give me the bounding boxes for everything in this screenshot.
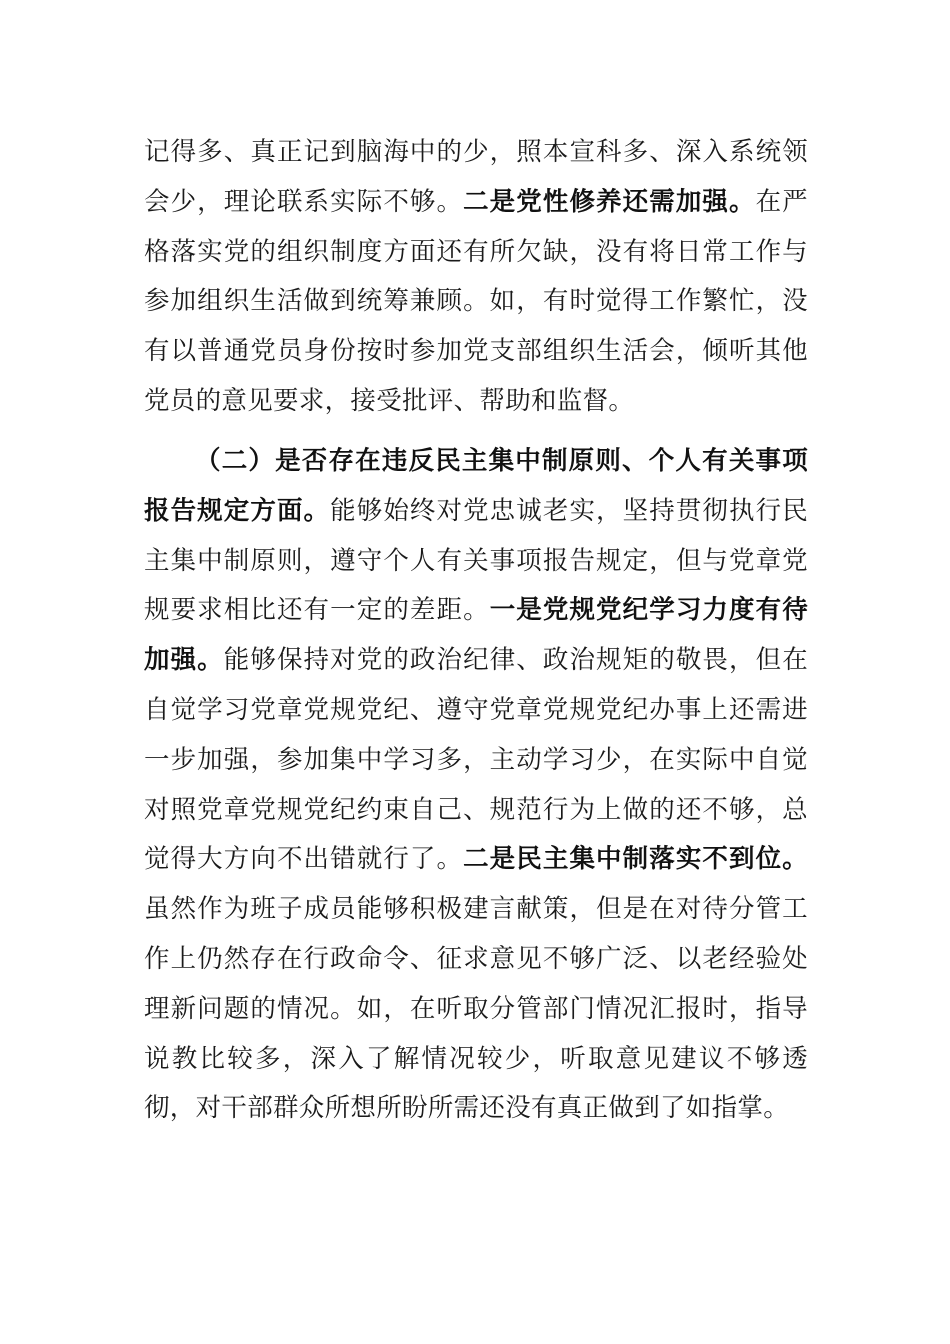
paragraph-1-text-continued: 在严格落实党的组织制度方面还有所欠缺，没有将日常工作与参加组织生活做到统筹兼顾。如，有时觉得工作繁忙，没有以普通党员身份按时参加党支部组织生活会，倾听其他党员的意见要求，接受批评、帮助和监督。 (144, 186, 808, 416)
paragraph-2-heading-point-one: 一是党规党纪学习力度有待加强。 (144, 595, 808, 676)
paragraph-2 (144, 437, 808, 1134)
paragraph-1-heading-point-two: 二是党性修养还需加强。 (463, 186, 756, 217)
paragraph-2-text-point-two: 虽然作为班子成员能够积极建言献策，但是在对待分管工作上仍然存在行政命令、征求意见不够广泛、以老经验处理新问题的情况。如，在听取分管部门情况汇报时，指导说教比较多，深入了解情况较少，听取意见建议不够透彻，对干部群众所想所盼所需还没有真正做到了如指掌。 (144, 894, 808, 1124)
section-heading-two: （二）是否存在违反民主集中制原则、个人有关事项报告规定方面。 (144, 446, 808, 526)
paragraph-2-text-point-one: 能够保持对党的政治纪律、政治规矩的敬畏，但在自觉学习党章党规党纪、遵守党章党规党纪办事上还需进一步加强，参加集中学习多，主动学习少，在实际中自觉对照党章党规党纪约束自己、规范行为上做的还不够，总觉得大方向不出错就行了。 (144, 645, 808, 875)
paragraph-2-text: 能够始终对党忠诚老实，坚持贯彻执行民主集中制原则，遵守个人有关事项报告规定，但与党章党规要求相比还有一定的差距。 (144, 495, 808, 626)
paragraph-1-text: 记得多、真正记到脑海中的少，照本宣科多、深入系统领会少，理论联系实际不够。 (144, 137, 808, 217)
paragraph-2-heading-point-two: 二是民主集中制落实不到位。 (463, 844, 808, 875)
paragraph-1 (144, 128, 808, 427)
